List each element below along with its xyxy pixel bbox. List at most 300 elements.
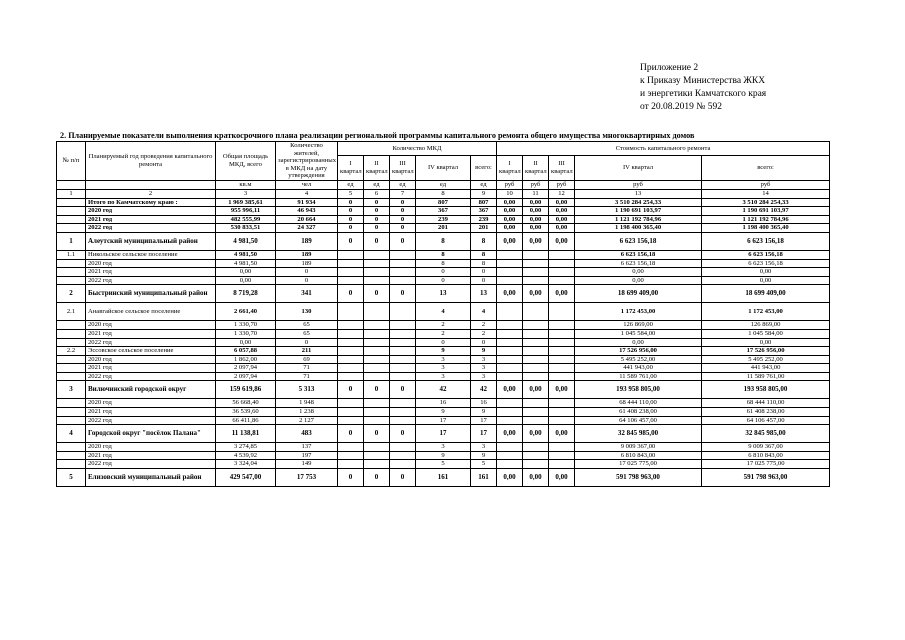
- table-row: [57, 381, 830, 399]
- row-area: 56 668,40: [216, 399, 276, 408]
- row-cost-q1: 0,00: [497, 469, 523, 487]
- row-mkd-total: 201: [471, 224, 497, 233]
- row-mkd-total: 9: [471, 451, 497, 460]
- row-area: 482 555,99: [216, 215, 276, 224]
- table-row: [57, 232, 830, 250]
- row-area: 1 330,70: [216, 329, 276, 338]
- header-q4: IV квартал: [416, 155, 471, 180]
- row-cost-total: 64 106 457,00: [702, 416, 830, 425]
- row-mkd-total: 16: [471, 399, 497, 408]
- table-row: [57, 347, 830, 356]
- row-cost-q3: [549, 416, 575, 425]
- row-cost-total: 61 408 238,00: [702, 408, 830, 417]
- row-number: [57, 207, 86, 216]
- row-residents: 65: [276, 329, 338, 338]
- row-name: 2020 год: [86, 207, 216, 216]
- row-cost-q3: [549, 364, 575, 373]
- row-number: 1: [57, 232, 86, 250]
- row-mkd-q1: [338, 329, 364, 338]
- row-mkd-total: 367: [471, 207, 497, 216]
- row-number: [57, 364, 86, 373]
- row-mkd-q3: [390, 321, 416, 330]
- row-cost-q4: 1 172 453,00: [575, 303, 702, 321]
- row-mkd-q4: 9: [416, 347, 471, 356]
- header-q1: I квартал: [338, 155, 364, 180]
- header-cost-q1: I квартал: [497, 155, 523, 180]
- row-mkd-q2: 0: [364, 469, 390, 487]
- unit-people: чел: [276, 180, 338, 189]
- row-mkd-q4: 807: [416, 198, 471, 207]
- row-name: Вилючинский городской округ: [86, 381, 216, 399]
- row-cost-total: 6 623 156,18: [702, 259, 830, 268]
- row-number: 4: [57, 425, 86, 443]
- row-mkd-q1: 0: [338, 285, 364, 303]
- row-mkd-q2: [364, 259, 390, 268]
- row-cost-q4: 32 845 985,00: [575, 425, 702, 443]
- row-mkd-total: 5: [471, 460, 497, 469]
- row-cost-q4: 1 190 691 103,97: [575, 207, 702, 216]
- row-cost-q4: 17 526 956,00: [575, 347, 702, 356]
- row-area: 3 274,85: [216, 443, 276, 452]
- row-area: 11 138,81: [216, 425, 276, 443]
- row-cost-q2: [523, 329, 549, 338]
- row-cost-q1: [497, 276, 523, 285]
- row-mkd-q3: 0: [390, 469, 416, 487]
- table-row: [57, 399, 830, 408]
- row-cost-q3: [549, 321, 575, 330]
- appendix-line: от 20.08.2019 № 592: [640, 102, 722, 112]
- row-cost-q2: 0,00: [523, 198, 549, 207]
- row-cost-q4: 441 943,00: [575, 364, 702, 373]
- row-area: 4 981,50: [216, 259, 276, 268]
- column-number: 1: [57, 189, 86, 198]
- row-cost-q3: [549, 303, 575, 321]
- column-number: 9: [471, 189, 497, 198]
- table-row: [57, 321, 830, 330]
- table-row: [57, 329, 830, 338]
- row-mkd-q4: 2: [416, 329, 471, 338]
- column-number: 11: [523, 189, 549, 198]
- row-cost-q3: [549, 268, 575, 277]
- column-number: 5: [338, 189, 364, 198]
- row-residents: 137: [276, 443, 338, 452]
- row-mkd-q1: [338, 460, 364, 469]
- row-area: 36 539,60: [216, 408, 276, 417]
- row-mkd-q3: 0: [390, 425, 416, 443]
- row-mkd-total: 2: [471, 321, 497, 330]
- row-cost-total: 11 589 761,00: [702, 372, 830, 381]
- row-residents: 71: [276, 372, 338, 381]
- appendix-line: к Приказу Министерства ЖКХ: [640, 76, 766, 86]
- row-area: 2 661,40: [216, 303, 276, 321]
- row-number: [57, 408, 86, 417]
- row-area: 2 097,94: [216, 372, 276, 381]
- indicators-table: [56, 141, 830, 487]
- row-name: Елизовский муниципальный район: [86, 469, 216, 487]
- row-mkd-q2: [364, 329, 390, 338]
- row-residents: 211: [276, 347, 338, 356]
- row-cost-q3: [549, 460, 575, 469]
- row-cost-q2: [523, 303, 549, 321]
- row-number: 1.1: [57, 250, 86, 259]
- column-number: 8: [416, 189, 471, 198]
- row-number: [57, 451, 86, 460]
- row-name: Эссовское сельское поселение: [86, 347, 216, 356]
- row-name: Никольское сельское поселение: [86, 250, 216, 259]
- row-cost-q1: [497, 329, 523, 338]
- table-row: [57, 303, 830, 321]
- row-area: 1 969 385,61: [216, 198, 276, 207]
- row-residents: 46 943: [276, 207, 338, 216]
- table-row: [57, 469, 830, 487]
- row-number: [57, 198, 86, 207]
- row-residents: 24 327: [276, 224, 338, 233]
- row-area: 1 330,70: [216, 321, 276, 330]
- row-mkd-q3: [390, 451, 416, 460]
- row-cost-q4: 1 198 400 365,40: [575, 224, 702, 233]
- row-area: 2 097,94: [216, 364, 276, 373]
- row-cost-q1: [497, 250, 523, 259]
- row-cost-total: 1 190 691 103,97: [702, 207, 830, 216]
- row-mkd-q3: [390, 416, 416, 425]
- row-mkd-q1: [338, 347, 364, 356]
- row-mkd-q4: 4: [416, 303, 471, 321]
- row-number: [57, 399, 86, 408]
- row-number: [57, 460, 86, 469]
- row-cost-q1: [497, 321, 523, 330]
- row-mkd-total: 8: [471, 250, 497, 259]
- column-number: 6: [364, 189, 390, 198]
- row-mkd-q3: [390, 259, 416, 268]
- row-mkd-q2: [364, 372, 390, 381]
- row-mkd-q2: 0: [364, 381, 390, 399]
- row-residents: 341: [276, 285, 338, 303]
- row-cost-total: 1 045 584,00: [702, 329, 830, 338]
- row-area: 8 719,28: [216, 285, 276, 303]
- row-area: 1 862,00: [216, 355, 276, 364]
- row-mkd-q1: [338, 268, 364, 277]
- row-cost-q3: [549, 259, 575, 268]
- row-cost-q4: 6 810 843,00: [575, 451, 702, 460]
- row-cost-total: 9 009 367,00: [702, 443, 830, 452]
- table-row: [57, 451, 830, 460]
- column-number: 3: [216, 189, 276, 198]
- row-mkd-q3: [390, 268, 416, 277]
- row-mkd-q3: [390, 355, 416, 364]
- row-mkd-total: 239: [471, 215, 497, 224]
- table-row: [57, 416, 830, 425]
- row-cost-q2: [523, 364, 549, 373]
- table-row: [57, 259, 830, 268]
- row-number: [57, 338, 86, 347]
- row-name: Городской округ "посёлок Палана": [86, 425, 216, 443]
- row-residents: 0: [276, 268, 338, 277]
- row-mkd-q2: [364, 276, 390, 285]
- row-name: 2020 год: [86, 399, 216, 408]
- row-cost-q1: 0,00: [497, 224, 523, 233]
- row-mkd-q4: 0: [416, 268, 471, 277]
- row-cost-q1: 0,00: [497, 198, 523, 207]
- row-cost-q2: [523, 268, 549, 277]
- row-number: [57, 416, 86, 425]
- row-mkd-q4: 9: [416, 408, 471, 417]
- row-mkd-q4: 239: [416, 215, 471, 224]
- column-number: 7: [390, 189, 416, 198]
- row-name: Анавгайское сельское поселение: [86, 303, 216, 321]
- row-area: 3 324,04: [216, 460, 276, 469]
- header-cost-q4: IV квартал: [575, 155, 702, 180]
- header-mkd-count: Количество МКД: [338, 142, 497, 156]
- row-mkd-q1: 0: [338, 198, 364, 207]
- row-residents: 0: [276, 338, 338, 347]
- row-area: 0,00: [216, 338, 276, 347]
- row-cost-q2: [523, 276, 549, 285]
- row-cost-q2: [523, 372, 549, 381]
- row-mkd-q3: [390, 250, 416, 259]
- row-cost-q2: [523, 321, 549, 330]
- row-mkd-q1: 0: [338, 469, 364, 487]
- row-cost-q4: 6 623 156,18: [575, 232, 702, 250]
- row-mkd-total: 13: [471, 285, 497, 303]
- column-number: 14: [702, 189, 830, 198]
- row-mkd-total: 2: [471, 329, 497, 338]
- row-area: 159 619,86: [216, 381, 276, 399]
- row-number: [57, 372, 86, 381]
- row-mkd-q3: 0: [390, 215, 416, 224]
- row-residents: 5 313: [276, 381, 338, 399]
- table-row: [57, 224, 830, 233]
- row-cost-q4: 5 495 252,00: [575, 355, 702, 364]
- table-row: [57, 355, 830, 364]
- row-mkd-q1: [338, 303, 364, 321]
- row-area: 4 981,50: [216, 250, 276, 259]
- row-cost-q1: 0,00: [497, 232, 523, 250]
- row-mkd-q3: 0: [390, 198, 416, 207]
- row-mkd-q4: 3: [416, 443, 471, 452]
- row-mkd-total: 8: [471, 259, 497, 268]
- row-cost-total: 6 623 156,18: [702, 232, 830, 250]
- row-mkd-total: 9: [471, 408, 497, 417]
- header-year: Планируемый год проведения капитального ремонта: [86, 142, 216, 181]
- table-row: [57, 198, 830, 207]
- row-mkd-q3: [390, 460, 416, 469]
- row-cost-q1: [497, 338, 523, 347]
- row-mkd-total: 4: [471, 303, 497, 321]
- row-residents: 0: [276, 276, 338, 285]
- row-mkd-q4: 5: [416, 460, 471, 469]
- column-number: 4: [276, 189, 338, 198]
- row-cost-q3: [549, 338, 575, 347]
- header-num: № п/п: [57, 142, 86, 181]
- row-mkd-q1: [338, 451, 364, 460]
- row-cost-q1: 0,00: [497, 425, 523, 443]
- header-cost: Стоимость капитального ремонта: [497, 142, 830, 156]
- row-cost-q3: [549, 443, 575, 452]
- row-cost-q4: 0,00: [575, 276, 702, 285]
- row-cost-q1: [497, 399, 523, 408]
- row-cost-q1: [497, 408, 523, 417]
- row-mkd-q4: 0: [416, 338, 471, 347]
- row-mkd-total: 0: [471, 276, 497, 285]
- row-mkd-q2: 0: [364, 215, 390, 224]
- row-cost-q2: 0,00: [523, 215, 549, 224]
- row-cost-q3: [549, 250, 575, 259]
- row-name: 2021 год: [86, 329, 216, 338]
- row-mkd-q4: 16: [416, 399, 471, 408]
- row-name: 2021 год: [86, 268, 216, 277]
- table-row: [57, 364, 830, 373]
- row-cost-q4: 591 798 963,00: [575, 469, 702, 487]
- row-mkd-q2: [364, 364, 390, 373]
- row-residents: 130: [276, 303, 338, 321]
- row-mkd-q4: 42: [416, 381, 471, 399]
- unit-count: ед: [390, 180, 416, 189]
- row-mkd-q2: [364, 355, 390, 364]
- unit-area: кв.м: [216, 180, 276, 189]
- row-cost-q1: [497, 268, 523, 277]
- header-residents: Количество жителей, зарегистрированных в МКД на дату утверждения: [276, 142, 338, 181]
- row-residents: 483: [276, 425, 338, 443]
- header-cost-total: всего:: [702, 155, 830, 180]
- row-cost-q2: 0,00: [523, 381, 549, 399]
- row-cost-total: 591 798 963,00: [702, 469, 830, 487]
- row-residents: 189: [276, 250, 338, 259]
- row-residents: 189: [276, 232, 338, 250]
- column-number: 10: [497, 189, 523, 198]
- row-cost-q3: 0,00: [549, 207, 575, 216]
- row-number: 2.1: [57, 303, 86, 321]
- row-cost-q3: 0,00: [549, 198, 575, 207]
- row-cost-q4: 6 623 156,18: [575, 250, 702, 259]
- row-number: 2.2: [57, 347, 86, 356]
- row-area: 6 057,88: [216, 347, 276, 356]
- row-mkd-q4: 161: [416, 469, 471, 487]
- row-cost-q2: 0,00: [523, 425, 549, 443]
- header-cost-q3: III квартал: [549, 155, 575, 180]
- row-name: 2022 год: [86, 338, 216, 347]
- row-mkd-total: 3: [471, 364, 497, 373]
- row-cost-q4: 9 009 367,00: [575, 443, 702, 452]
- row-mkd-total: 3: [471, 372, 497, 381]
- row-cost-total: 441 943,00: [702, 364, 830, 373]
- unit-rub: руб: [575, 180, 702, 189]
- unit-count: ед: [416, 180, 471, 189]
- row-cost-q1: [497, 451, 523, 460]
- unit-cell: [86, 180, 216, 189]
- row-cost-q1: [497, 355, 523, 364]
- row-mkd-q2: [364, 303, 390, 321]
- row-cost-q4: 68 444 110,00: [575, 399, 702, 408]
- row-mkd-q4: 3: [416, 364, 471, 373]
- row-mkd-q4: 367: [416, 207, 471, 216]
- row-cost-total: 18 699 409,00: [702, 285, 830, 303]
- row-mkd-total: 8: [471, 232, 497, 250]
- row-mkd-q4: 2: [416, 321, 471, 330]
- table-row: [57, 425, 830, 443]
- row-cost-q1: [497, 443, 523, 452]
- row-mkd-q4: 3: [416, 372, 471, 381]
- row-cost-q1: 0,00: [497, 285, 523, 303]
- row-mkd-q1: [338, 364, 364, 373]
- row-residents: 69: [276, 355, 338, 364]
- row-area: 66 411,86: [216, 416, 276, 425]
- row-cost-q4: 193 958 805,00: [575, 381, 702, 399]
- row-cost-q3: 0,00: [549, 381, 575, 399]
- unit-count: ед: [471, 180, 497, 189]
- row-number: 3: [57, 381, 86, 399]
- table-row: [57, 443, 830, 452]
- row-mkd-q2: 0: [364, 207, 390, 216]
- row-mkd-q1: 0: [338, 381, 364, 399]
- row-number: 5: [57, 469, 86, 487]
- row-mkd-q1: [338, 372, 364, 381]
- row-residents: 189: [276, 259, 338, 268]
- row-residents: 197: [276, 451, 338, 460]
- table-body: [57, 198, 830, 486]
- table-row: [57, 250, 830, 259]
- row-cost-q2: [523, 399, 549, 408]
- row-mkd-q1: [338, 276, 364, 285]
- table-row: [57, 276, 830, 285]
- row-cost-q2: [523, 416, 549, 425]
- table-row: [57, 460, 830, 469]
- row-cost-total: 6 810 843,00: [702, 451, 830, 460]
- row-mkd-q2: [364, 338, 390, 347]
- row-residents: 2 127: [276, 416, 338, 425]
- row-mkd-q3: [390, 399, 416, 408]
- row-cost-total: 0,00: [702, 276, 830, 285]
- row-mkd-total: 807: [471, 198, 497, 207]
- row-mkd-q1: [338, 259, 364, 268]
- row-mkd-q1: [338, 338, 364, 347]
- row-cost-total: 126 869,00: [702, 321, 830, 330]
- row-name: 2021 год: [86, 408, 216, 417]
- row-cost-q4: 126 869,00: [575, 321, 702, 330]
- row-mkd-q1: [338, 321, 364, 330]
- row-residents: 20 664: [276, 215, 338, 224]
- row-residents: 65: [276, 321, 338, 330]
- row-mkd-q1: 0: [338, 425, 364, 443]
- row-mkd-q2: 0: [364, 198, 390, 207]
- row-cost-q1: [497, 259, 523, 268]
- row-cost-total: 193 958 805,00: [702, 381, 830, 399]
- row-name: 2021 год: [86, 215, 216, 224]
- row-mkd-q2: 0: [364, 425, 390, 443]
- row-cost-q3: [549, 355, 575, 364]
- row-area: 4 539,92: [216, 451, 276, 460]
- row-mkd-q2: [364, 321, 390, 330]
- row-mkd-q4: 9: [416, 451, 471, 460]
- row-cost-q4: 6 623 156,18: [575, 259, 702, 268]
- row-mkd-q4: 3: [416, 355, 471, 364]
- row-cost-q2: 0,00: [523, 285, 549, 303]
- column-number-row: [57, 189, 830, 198]
- row-residents: 1 948: [276, 399, 338, 408]
- row-cost-q2: [523, 408, 549, 417]
- row-cost-q2: 0,00: [523, 207, 549, 216]
- row-cost-total: 3 510 284 254,33: [702, 198, 830, 207]
- row-number: [57, 259, 86, 268]
- row-mkd-q3: [390, 276, 416, 285]
- row-cost-q1: [497, 416, 523, 425]
- row-cost-total: 0,00: [702, 338, 830, 347]
- row-mkd-q2: [364, 347, 390, 356]
- row-name: 2022 год: [86, 460, 216, 469]
- row-mkd-q3: [390, 408, 416, 417]
- row-mkd-q2: [364, 443, 390, 452]
- row-cost-q3: [549, 347, 575, 356]
- unit-rub: руб: [497, 180, 523, 189]
